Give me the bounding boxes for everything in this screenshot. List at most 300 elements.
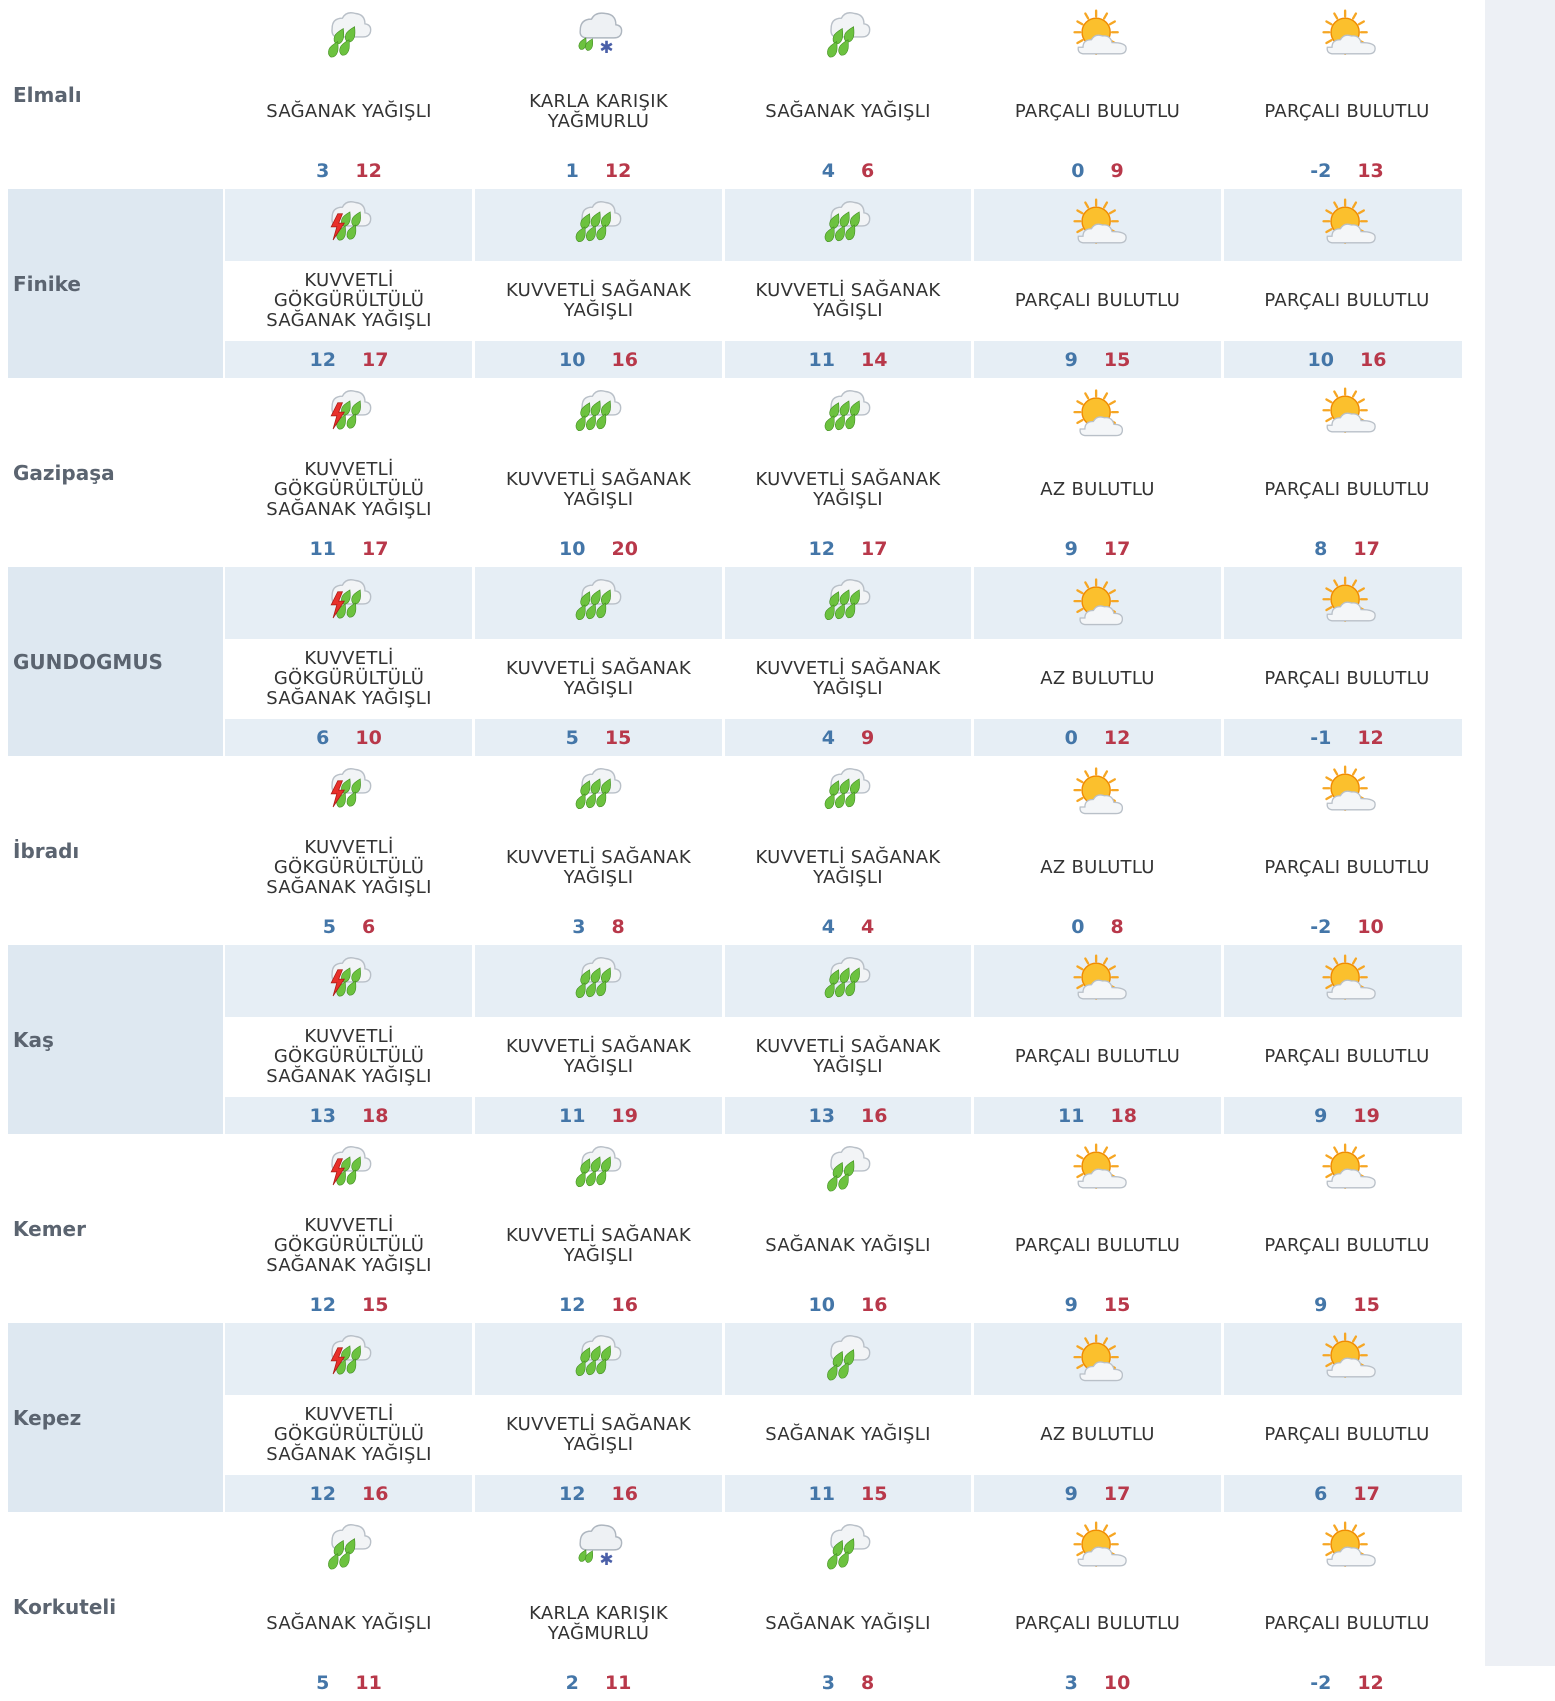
temperature-range [974,719,1222,756]
day-forecast-cell [475,189,723,378]
day-forecast-cell [724,378,972,567]
weather-description: KUVVETLİ GÖKGÜRÜLTÜLÜ SAĞANAK YAĞIŞLI [266,1404,432,1465]
city-row [8,1134,1462,1323]
temperature-range [475,908,723,945]
temperature-range [1223,1664,1471,1701]
heavy-rain-icon [569,1140,629,1200]
day-forecast-cell [225,189,473,378]
max-temperature: 18 [362,1104,389,1127]
rain-shower-icon [319,1518,379,1578]
temperature-range [1223,1286,1471,1323]
weather-description: KUVVETLİ GÖKGÜRÜLTÜLÜ SAĞANAK YAĞIŞLI [266,1215,432,1276]
city-name-cell [8,756,223,945]
temperature-range [475,719,723,756]
day-forecast-cell [974,1512,1222,1701]
day-forecast-cell [974,1134,1222,1323]
partly-cloudy-icon [1317,951,1377,1011]
mostly-sunny-icon [1068,384,1128,444]
day-forecast-cell [724,1323,972,1512]
day-forecast-cell [974,567,1222,756]
svg-text:✱: ✱ [598,1548,614,1569]
temperature-range [974,1475,1222,1512]
weather-description: PARÇALI BULUTLU [1264,1235,1430,1256]
weather-description: AZ BULUTLU [1040,857,1155,878]
min-temperature: 3 [316,159,330,182]
city-name-cell [8,0,223,189]
temperature-range [1223,719,1471,756]
weather-description: KUVVETLİ SAĞANAK YAĞIŞLI [506,1036,691,1077]
day-forecast-cell [225,567,473,756]
weather-description: PARÇALI BULUTLU [1014,1613,1181,1634]
max-temperature: 6 [362,915,376,938]
city-name: GUNDOGMUS [13,649,163,674]
svg-text:✱: ✱ [598,36,614,57]
weather-description: AZ BULUTLU [1040,479,1155,500]
temperature-range [225,1664,473,1701]
min-temperature: 6 [1314,1482,1328,1505]
city-name-cell [8,567,223,756]
temperature-range [475,530,723,567]
day-forecast-cell [1223,945,1471,1134]
temperature-range [974,152,1222,189]
weather-description: PARÇALI BULUTLU [1264,101,1430,122]
weather-description: KUVVETLİ GÖKGÜRÜLTÜLÜ SAĞANAK YAĞIŞLI [266,1026,432,1087]
city-name: Finike [13,271,81,296]
temperature-range [974,908,1222,945]
partly-cloudy-icon [1068,1140,1128,1200]
temperature-range [225,719,473,756]
temperature-range [475,152,723,189]
partly-cloudy-icon [1317,195,1377,255]
day-forecast-cell [724,189,972,378]
min-temperature: 10 [559,348,586,371]
weather-description: SAĞANAK YAĞIŞLI [266,1613,432,1634]
min-temperature: 3 [572,915,586,938]
temperature-range [225,1286,473,1323]
max-temperature: 12 [604,159,632,182]
heavy-rain-icon [569,195,629,255]
weather-description: KUVVETLİ SAĞANAK YAĞIŞLI [506,1414,691,1455]
day-forecast-cell [475,945,723,1134]
max-temperature: 17 [1353,1482,1380,1505]
weather-description: SAĞANAK YAĞIŞLI [266,101,432,122]
min-temperature: -2 [1310,915,1332,938]
thunder-rain-icon [319,1329,379,1389]
city-name-cell [8,189,223,378]
temperature-range [225,1475,473,1512]
day-forecast-cell [475,567,723,756]
weather-description: KUVVETLİ SAĞANAK YAĞIŞLI [506,847,691,888]
temperature-range [475,341,723,378]
max-temperature: 11 [604,1671,632,1694]
max-temperature: 16 [611,1293,638,1316]
min-temperature: -1 [1310,726,1332,749]
thunder-rain-icon [319,762,379,822]
partly-cloudy-icon [1317,6,1377,66]
min-temperature: 8 [1314,537,1328,560]
min-temperature: 0 [1071,159,1085,182]
max-temperature: 15 [1353,1293,1380,1316]
weather-description: AZ BULUTLU [1040,1424,1155,1445]
day-forecast-cell [724,1134,972,1323]
city-name-cell [8,1323,223,1512]
weather-description: PARÇALI BULUTLU [1264,290,1430,311]
heavy-rain-icon [818,384,878,444]
city-name: Kaş [13,1027,54,1052]
max-temperature: 17 [362,537,389,560]
temperature-range [1223,1097,1471,1134]
sleet-icon [569,1518,629,1578]
temperature-range [724,719,972,756]
max-temperature: 19 [1353,1104,1380,1127]
city-name: Kemer [13,1216,86,1241]
max-temperature: 17 [362,348,389,371]
day-forecast-cell [225,1512,473,1701]
city-row [8,756,1462,945]
day-forecast-cell [974,945,1222,1134]
thunder-rain-icon [319,1140,379,1200]
temperature-range [475,1286,723,1323]
weather-description: KARLA KARIŞIK YAĞMURLU [529,91,668,132]
temperature-range [1223,152,1471,189]
heavy-rain-icon [818,951,878,1011]
rain-shower-icon [818,1518,878,1578]
min-temperature: 11 [559,1104,586,1127]
max-temperature: 10 [1103,1671,1131,1694]
min-temperature: 11 [808,1482,835,1505]
temperature-range [724,1475,972,1512]
max-temperature: 15 [861,1482,888,1505]
rain-shower-icon [818,6,878,66]
max-temperature: 20 [611,537,638,560]
min-temperature: 12 [808,537,835,560]
day-forecast-cell [1223,567,1471,756]
temperature-range [1223,341,1471,378]
temperature-range [974,1286,1222,1323]
day-forecast-cell [724,945,972,1134]
max-temperature: 16 [1360,348,1387,371]
weather-description: KUVVETLİ SAĞANAK YAĞIŞLI [755,658,941,699]
rain-shower-icon [319,6,379,66]
heavy-rain-icon [569,951,629,1011]
weather-description: PARÇALI BULUTLU [1014,1046,1181,1067]
temperature-range [724,152,972,189]
weather-description: KUVVETLİ SAĞANAK YAĞIŞLI [506,280,691,321]
heavy-rain-icon [818,195,878,255]
min-temperature: 9 [1314,1104,1328,1127]
day-forecast-cell [475,0,723,189]
min-temperature: 9 [1064,1482,1078,1505]
temperature-range [475,1664,723,1701]
partly-cloudy-icon [1317,384,1377,444]
min-temperature: -2 [1310,1671,1332,1694]
max-temperature: 12 [355,159,382,182]
max-temperature: 16 [861,1293,888,1316]
max-temperature: 13 [1357,159,1384,182]
weather-description: PARÇALI BULUTLU [1264,1046,1430,1067]
partly-cloudy-icon [1068,6,1128,66]
weather-description: KUVVETLİ SAĞANAK YAĞIŞLI [755,469,941,510]
city-row [8,945,1462,1134]
min-temperature: 12 [559,1482,586,1505]
temperature-range [724,530,972,567]
day-forecast-cell [974,378,1222,567]
max-temperature: 8 [861,1671,875,1694]
partly-cloudy-icon [1317,1140,1377,1200]
day-forecast-cell [475,1323,723,1512]
weather-description: KUVVETLİ SAĞANAK YAĞIŞLI [755,280,941,321]
weather-description: PARÇALI BULUTLU [1264,857,1430,878]
thunder-rain-icon [319,195,379,255]
weather-description: KUVVETLİ GÖKGÜRÜLTÜLÜ SAĞANAK YAĞIŞLI [266,837,432,898]
min-temperature: -2 [1310,159,1332,182]
weather-description: SAĞANAK YAĞIŞLI [765,1235,931,1256]
min-temperature: 13 [808,1104,835,1127]
max-temperature: 15 [362,1293,389,1316]
thunder-rain-icon [319,573,379,633]
max-temperature: 4 [861,915,875,938]
city-row [8,567,1462,756]
temperature-range [1223,908,1471,945]
max-temperature: 10 [355,726,382,749]
partly-cloudy-icon [1068,195,1128,255]
weather-description: KUVVETLİ SAĞANAK YAĞIŞLI [506,658,691,699]
day-forecast-cell [724,567,972,756]
rain-shower-icon [818,1329,878,1389]
thunder-rain-icon [319,951,379,1011]
max-temperature: 9 [861,726,875,749]
heavy-rain-icon [569,573,629,633]
min-temperature: 5 [565,726,579,749]
heavy-rain-icon [569,384,629,444]
min-temperature: 13 [309,1104,336,1127]
min-temperature: 9 [1064,1293,1078,1316]
weather-description: SAĞANAK YAĞIŞLI [765,101,931,122]
min-temperature: 1 [565,159,579,182]
temperature-range [1223,1475,1471,1512]
min-temperature: 11 [1058,1104,1085,1127]
heavy-rain-icon [818,573,878,633]
city-row [8,189,1462,378]
day-forecast-cell [475,1512,723,1701]
partly-cloudy-icon [1317,762,1377,822]
heavy-rain-icon [818,762,878,822]
temperature-range [974,341,1222,378]
day-forecast-cell [1223,1512,1471,1701]
max-temperature: 17 [1103,537,1131,560]
max-temperature: 8 [1110,915,1124,938]
max-temperature: 12 [1357,726,1384,749]
weather-description: PARÇALI BULUTLU [1264,1613,1430,1634]
weather-description: KARLA KARIŞIK YAĞMURLU [529,1603,668,1644]
weather-description: PARÇALI BULUTLU [1264,1424,1430,1445]
max-temperature: 16 [861,1104,888,1127]
city-name-cell [8,945,223,1134]
max-temperature: 16 [611,1482,638,1505]
partly-cloudy-icon [1317,1518,1377,1578]
city-name: Korkuteli [13,1594,117,1619]
day-forecast-cell [974,0,1222,189]
day-forecast-cell [225,378,473,567]
day-forecast-cell [974,756,1222,945]
day-forecast-cell [724,1512,972,1701]
min-temperature: 9 [1314,1293,1328,1316]
max-temperature: 15 [1103,1293,1131,1316]
temperature-range [475,1097,723,1134]
temperature-range [724,1286,972,1323]
weather-description: KUVVETLİ SAĞANAK YAĞIŞLI [506,1225,691,1266]
max-temperature: 16 [362,1482,389,1505]
weather-description: SAĞANAK YAĞIŞLI [765,1613,931,1634]
city-name: Elmalı [13,82,82,107]
weather-description: PARÇALI BULUTLU [1014,101,1181,122]
day-forecast-cell [475,1134,723,1323]
day-forecast-cell [1223,1134,1471,1323]
min-temperature: 4 [821,915,835,938]
min-temperature: 11 [808,348,835,371]
temperature-range [475,1475,723,1512]
temperature-range [724,1097,972,1134]
min-temperature: 10 [559,537,586,560]
temperature-range [724,1664,972,1701]
weather-description: KUVVETLİ GÖKGÜRÜLTÜLÜ SAĞANAK YAĞIŞLI [266,459,432,520]
max-temperature: 14 [861,348,888,371]
partly-cloudy-icon [1317,1329,1377,1389]
min-temperature: 10 [808,1293,835,1316]
temperature-range [225,341,473,378]
day-forecast-cell [1223,378,1471,567]
city-row [8,1512,1462,1701]
min-temperature: 11 [309,537,336,560]
city-name: İbradı [13,838,80,863]
city-name: Kepez [13,1405,82,1430]
temperature-range [225,1097,473,1134]
city-row [8,1323,1462,1512]
thunder-rain-icon [319,384,379,444]
weather-description: SAĞANAK YAĞIŞLI [765,1424,931,1445]
weather-description: KUVVETLİ SAĞANAK YAĞIŞLI [755,1036,941,1077]
min-temperature: 0 [1071,915,1085,938]
min-temperature: 12 [559,1293,586,1316]
max-temperature: 17 [1353,537,1380,560]
day-forecast-cell [475,756,723,945]
min-temperature: 9 [1064,537,1078,560]
max-temperature: 15 [1103,348,1131,371]
max-temperature: 18 [1110,1104,1137,1127]
city-row [8,378,1462,567]
max-temperature: 17 [1103,1482,1131,1505]
day-forecast-cell [475,378,723,567]
day-forecast-cell [225,945,473,1134]
max-temperature: 9 [1110,159,1124,182]
temperature-range [1223,530,1471,567]
weather-description: PARÇALI BULUTLU [1264,668,1430,689]
city-row [8,0,1462,189]
temperature-range [974,530,1222,567]
min-temperature: 4 [821,159,835,182]
day-forecast-cell [974,189,1222,378]
weather-description: KUVVETLİ SAĞANAK YAĞIŞLI [506,469,691,510]
max-temperature: 12 [1103,726,1131,749]
temperature-range [724,908,972,945]
min-temperature: 10 [1307,348,1334,371]
mostly-sunny-icon [1068,762,1128,822]
weather-description: PARÇALI BULUTLU [1014,290,1181,311]
min-temperature: 12 [309,1293,336,1316]
right-side-panel [1485,0,1555,1666]
min-temperature: 4 [821,726,835,749]
day-forecast-cell [225,756,473,945]
city-name-cell [8,378,223,567]
weather-description: PARÇALI BULUTLU [1014,1235,1181,1256]
day-forecast-cell [225,1323,473,1512]
min-temperature: 12 [309,348,336,371]
partly-cloudy-icon [1068,951,1128,1011]
day-forecast-cell [724,0,972,189]
rain-shower-icon [818,1140,878,1200]
weather-description: KUVVETLİ GÖKGÜRÜLTÜLÜ SAĞANAK YAĞIŞLI [266,270,432,331]
min-temperature: 3 [821,1671,835,1694]
max-temperature: 11 [355,1671,382,1694]
mostly-sunny-icon [1068,1329,1128,1389]
max-temperature: 6 [861,159,875,182]
min-temperature: 0 [1064,726,1078,749]
max-temperature: 12 [1357,1671,1384,1694]
day-forecast-cell [1223,1323,1471,1512]
min-temperature: 9 [1064,348,1078,371]
temperature-range [225,152,473,189]
day-forecast-cell [974,1323,1222,1512]
mostly-sunny-icon [1068,573,1128,633]
max-temperature: 16 [611,348,638,371]
max-temperature: 10 [1357,915,1384,938]
city-name-cell [8,1134,223,1323]
day-forecast-cell [225,0,473,189]
city-name-cell [8,1512,223,1701]
temperature-range [974,1664,1222,1701]
min-temperature: 3 [1064,1671,1078,1694]
city-name: Gazipaşa [13,460,115,485]
temperature-range [974,1097,1222,1134]
max-temperature: 17 [861,537,888,560]
min-temperature: 6 [316,726,330,749]
day-forecast-cell [1223,189,1471,378]
weather-description: PARÇALI BULUTLU [1264,479,1430,500]
weather-description: KUVVETLİ GÖKGÜRÜLTÜLÜ SAĞANAK YAĞIŞLI [266,648,432,709]
min-temperature: 5 [316,1671,330,1694]
weather-description: KUVVETLİ SAĞANAK YAĞIŞLI [755,847,941,888]
min-temperature: 2 [565,1671,579,1694]
day-forecast-cell [225,1134,473,1323]
partly-cloudy-icon [1317,573,1377,633]
heavy-rain-icon [569,762,629,822]
max-temperature: 19 [611,1104,638,1127]
max-temperature: 8 [611,915,625,938]
temperature-range [225,530,473,567]
weather-description: AZ BULUTLU [1040,668,1155,689]
min-temperature: 12 [309,1482,336,1505]
day-forecast-cell [724,756,972,945]
max-temperature: 15 [604,726,632,749]
min-temperature: 5 [322,915,336,938]
temperature-range [225,908,473,945]
day-forecast-cell [1223,0,1471,189]
sleet-icon [569,6,629,66]
day-forecast-cell [1223,756,1471,945]
partly-cloudy-icon [1068,1518,1128,1578]
temperature-range [724,341,972,378]
heavy-rain-icon [569,1329,629,1389]
